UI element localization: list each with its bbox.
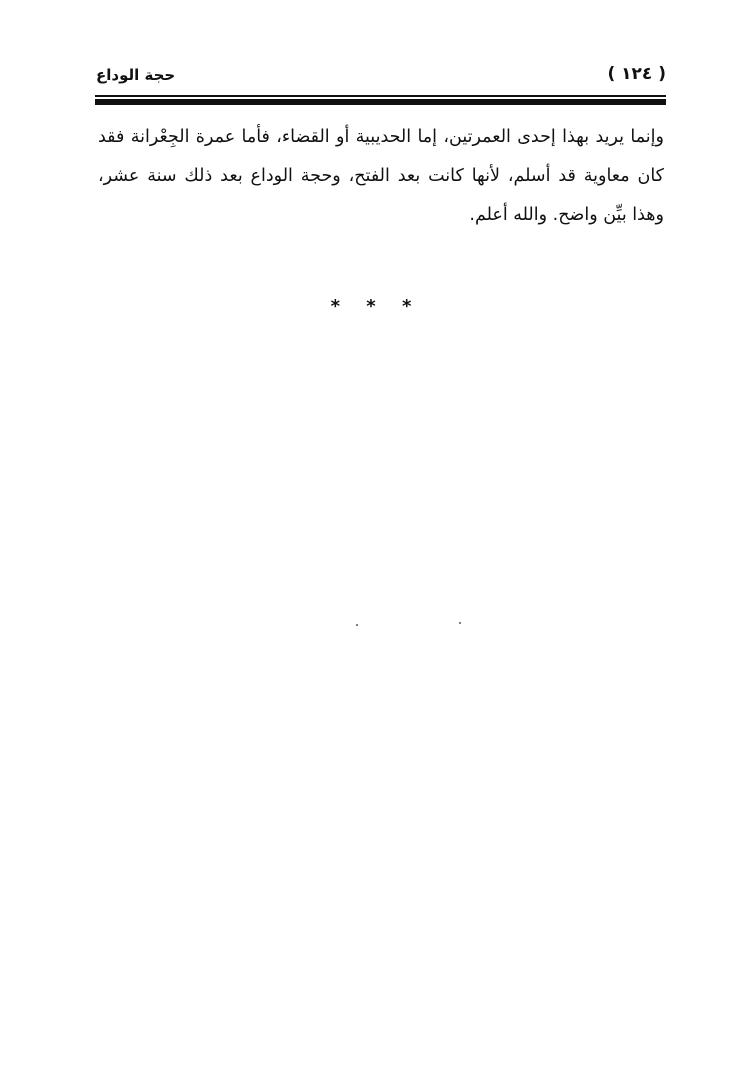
body-paragraph: وإنما يريد بهذا إحدى العمرتين، إما الحديبية أو القضاء، فأما عمرة الجِعْرانة فقد كان معاوية قد أسلم، لأنها كانت بعد الفتح، وحجة الوداع بعد ذلك سنة عشر، وهذا بيِّن واضح. والله أعلم. bbox=[98, 127, 664, 225]
body-text bbox=[98, 118, 664, 235]
running-title: حجة الوداع bbox=[96, 66, 176, 84]
page-number: ( ١٢٤ ) bbox=[607, 64, 666, 84]
page-header bbox=[96, 64, 666, 90]
header-rule-thick bbox=[95, 99, 666, 105]
scan-speck bbox=[356, 624, 358, 626]
scan-speck bbox=[459, 622, 461, 624]
header-rule-thin bbox=[95, 95, 666, 97]
section-separator: * * * bbox=[330, 296, 422, 317]
